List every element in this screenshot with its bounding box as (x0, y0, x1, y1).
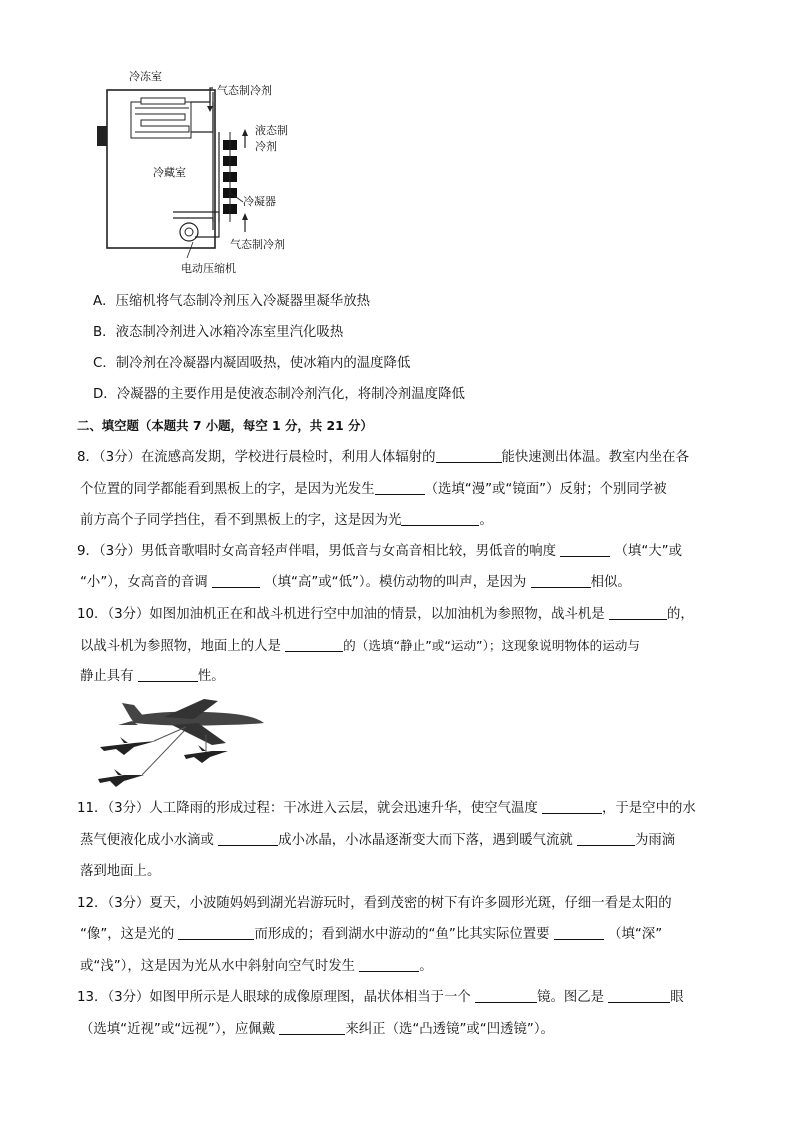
q10-blank-2[interactable] (285, 637, 343, 652)
option-a: A．压缩机将气态制冷剂压入冷凝器里凝华放热 (93, 294, 370, 309)
q11-text: 蒸气便液化成小水滴或 (80, 833, 214, 848)
compressor-label: 电动压缩机 (181, 262, 236, 275)
question-9-line-1 (77, 542, 682, 562)
q10-text: 的（选填“静止”或“运动”）；这现象说明物体的运动与 (343, 638, 640, 653)
aerial-refueling-figure (94, 695, 269, 790)
question-11-line-3: 落到地面上。 (80, 864, 161, 879)
q13-text: 镜。图乙是 (537, 990, 605, 1005)
option-b: B．液态制冷剂进入冰箱冷冻室里汽化吸热 (93, 325, 344, 340)
q8-blank-3[interactable] (401, 511, 479, 526)
q9-text: “小”），女高音的音调 (80, 575, 208, 590)
question-8-line-3 (80, 511, 493, 531)
liquid-refrigerant-label-line1: 液态制 (255, 124, 288, 137)
q8-text: 能快速测出体温。教室内坐在各 (501, 450, 689, 465)
q13-text: 眼 (670, 990, 684, 1005)
question-10-line-2 (80, 636, 640, 657)
q9-blank-1[interactable] (560, 542, 610, 557)
section-2-title: 二、填空题（本题共 7 小题，每空 1 分，共 21 分） (77, 418, 373, 433)
q9-text: （填“大”或 (614, 544, 682, 559)
question-12-line-1: 12．（3分）夏天，小波随妈妈到湖光岩游玩时，看到茂密的树下有许多圆形光斑，仔细一看是太阳的 (77, 896, 672, 911)
q9-blank-2[interactable] (212, 573, 260, 588)
gas-refrigerant-bottom-label: 气态制冷剂 (230, 238, 285, 251)
option-d: D．冷凝器的主要作用是使液态制冷剂汽化，将制冷剂温度降低 (93, 387, 465, 402)
q8-text: 个位置的同学都能看到黑板上的字，是因为光发生 (80, 482, 375, 497)
q12-text: 。 (419, 959, 433, 974)
gas-refrigerant-top-label: 气态制冷剂 (217, 84, 272, 97)
q13-text: （选填“近视”或“远视”），应佩戴 (80, 1022, 276, 1037)
q10-text: 静止具有 (80, 669, 134, 684)
freezer-label: 冷冻室 (129, 70, 162, 83)
q11-blank-1[interactable] (542, 799, 602, 814)
q12-text: （填“深” (608, 927, 663, 942)
q8-text: （选填“漫”或“镜面”）反射；个别同学被 (424, 482, 667, 497)
q13-blank-2[interactable] (608, 988, 670, 1003)
aerial-refueling-image (94, 695, 269, 790)
q10-text: 10．（3分）如图加油机正在和战斗机进行空中加油的情景，以加油机为参照物，战斗机是 (77, 607, 605, 622)
q10-text: 性。 (197, 669, 225, 684)
q11-text: 成小冰晶，小冰晶逐渐变大而下落，遇到暖气流就 (278, 833, 573, 848)
question-11-line-1 (77, 799, 696, 819)
refrigerator-figure (95, 62, 315, 282)
q13-blank-3[interactable] (279, 1020, 345, 1035)
question-11-line-2 (80, 831, 675, 851)
q12-blank-3[interactable] (359, 957, 419, 972)
q12-text: 而形成的；看到湖水中游动的“鱼”比其实际位置要 (254, 927, 550, 942)
q12-text: 或“浅”），这是因为光从水中斜射向空气时发生 (80, 959, 355, 974)
q9-blank-3[interactable] (531, 573, 591, 588)
q9-text: （填“高”或“低”）。模仿动物的叫声，是因为 (264, 575, 527, 590)
q8-text: 。 (479, 513, 493, 528)
q9-text: 9．（3分）男低音歌唱时女高音轻声伴唱，男低音与女高音相比较，男低音的响度 (77, 544, 557, 559)
question-13-line-2 (80, 1020, 554, 1040)
question-10-line-1 (77, 605, 694, 625)
q12-text: “像”，这是光的 (80, 927, 175, 942)
q12-blank-1[interactable] (178, 925, 254, 940)
q13-blank-1[interactable] (475, 988, 537, 1003)
q11-text: ，于是空中的水 (602, 801, 696, 816)
question-10-line-3 (80, 667, 225, 687)
q10-text: 的， (666, 607, 694, 622)
q11-blank-2[interactable] (218, 831, 278, 846)
question-9-line-2 (80, 573, 631, 593)
q8-text: 前方高个子同学挡住，看不到黑板上的字，这是因为光 (80, 513, 402, 528)
question-13-line-1 (77, 988, 684, 1008)
question-8-line-2 (80, 480, 667, 500)
question-12-line-3 (80, 957, 433, 977)
q9-text: 相似。 (590, 575, 631, 590)
question-12-line-2 (80, 925, 662, 945)
fridge-room-label: 冷藏室 (153, 166, 186, 179)
q10-blank-1[interactable] (609, 605, 667, 620)
q13-text: 13．（3分）如图甲所示是人眼球的成像原理图，晶状体相当于一个 (77, 990, 471, 1005)
q11-text: 11．（3分）人工降雨的形成过程：干冰进入云层，就会迅速升华，使空气温度 (77, 801, 538, 816)
q10-text: 以战斗机为参照物，地面上的人是 (80, 639, 281, 654)
q8-text: 8．（3分）在流感高发期，学校进行晨检时，利用人体辐射的 (77, 450, 436, 465)
q11-blank-3[interactable] (577, 831, 635, 846)
option-c: C．制冷剂在冷凝器内凝固吸热，使冰箱内的温度降低 (93, 356, 411, 371)
q12-blank-2[interactable] (554, 925, 604, 940)
liquid-refrigerant-label-line2: 冷剂 (255, 140, 277, 153)
q13-text: 来纠正（选“凸透镜”或“凹透镜”）。 (345, 1022, 554, 1037)
q8-blank-2[interactable] (375, 480, 425, 495)
q11-text: 为雨滴 (635, 833, 676, 848)
condenser-label: 冷凝器 (243, 195, 276, 208)
question-8-line-1 (77, 448, 689, 468)
q10-blank-3[interactable] (138, 667, 198, 682)
q8-blank-1[interactable] (436, 448, 502, 463)
